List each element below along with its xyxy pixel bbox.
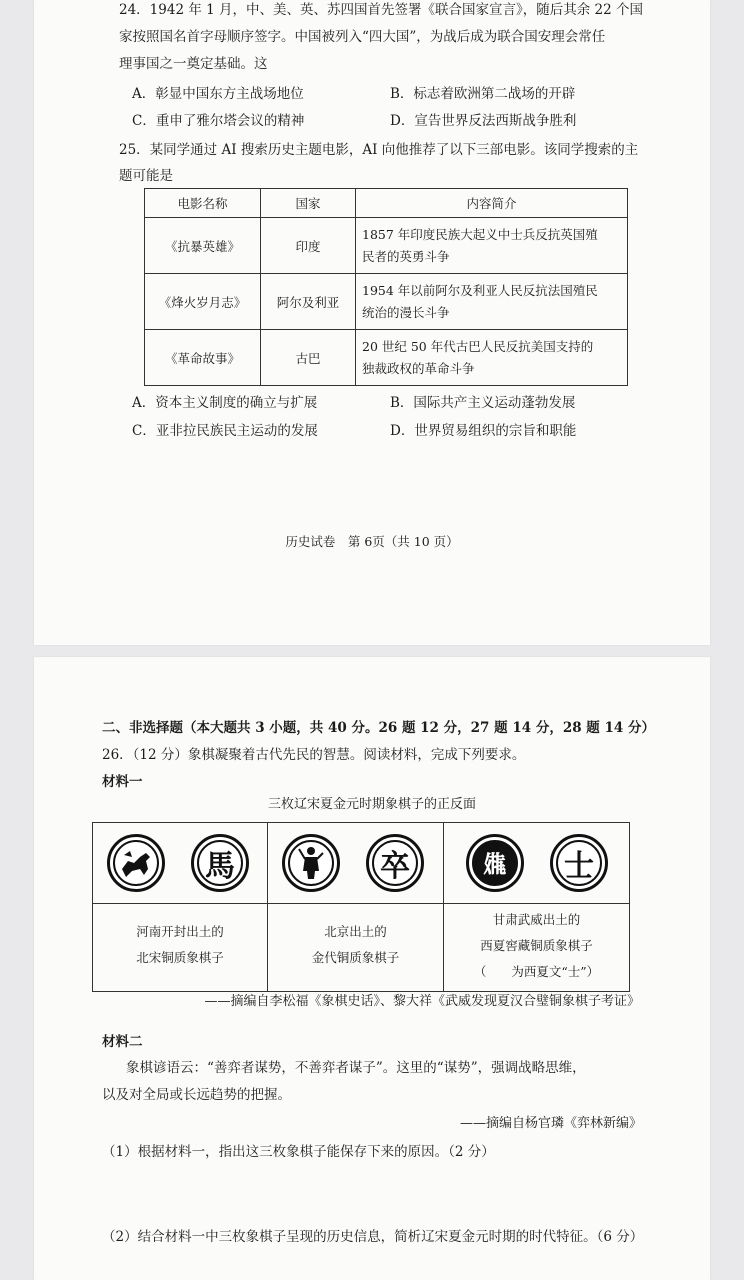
song-piece-back-char: 馬 <box>197 840 243 886</box>
caption-c2-line2: 金代铜质象棋子 <box>311 950 400 965</box>
film-table <box>144 188 628 386</box>
film-country: 阿尔及利亚 <box>261 274 356 330</box>
page-footer: 历史试卷 第 6页（共 10 页） <box>285 534 459 549</box>
film-intro: 20 世纪 50 年代古巴人民反抗美国支持的 独裁政权的革命斗争 <box>356 330 628 386</box>
q24-line1: 24．1942 年 1 月，中、美、英、苏四国首先签署《联合国家宣言》，随后其余 22 个国 <box>119 2 644 18</box>
xixia-piece-back-char: 士 <box>556 840 602 886</box>
caption-c2-line1: 北京出土的 <box>324 924 387 939</box>
sub-question-2: （2）结合材料一中三枚象棋子呈现的历史信息，简析辽宋夏金元时期的时代特征。（6 分） <box>102 1229 644 1245</box>
soldier-figure-icon <box>287 839 335 887</box>
material2-source: ——摘编自杨官璘《弈林新编》 <box>459 1116 642 1131</box>
material2-line1: 象棋谚语云：“善弈者谋势，不善弈者谋子”。这里的“谋势”，强调战略思维， <box>126 1060 586 1076</box>
cell-xixia-piece <box>444 823 629 991</box>
jin-piece-front-image <box>282 834 340 892</box>
film-header-country: 国家 <box>261 189 356 218</box>
caption-c3-line2: 西夏窖藏铜质象棋子 <box>480 938 593 953</box>
caption-c3-line1: 甘肃武威出土的 <box>492 912 581 927</box>
film-name: 《烽火岁月志》 <box>145 274 261 330</box>
cell-jin-piece <box>268 823 444 991</box>
film-country: 古巴 <box>261 330 356 386</box>
q25-option-c: C．亚非拉民族民主运动的发展 <box>132 423 318 439</box>
cell-song-piece <box>93 823 268 991</box>
caption-c1-line1: 河南开封出土的 <box>136 924 224 939</box>
song-piece-back <box>191 834 249 892</box>
q24-option-b: B．标志着欧洲第二战场的开辟 <box>390 86 576 102</box>
sub-question-1: （1）根据材料一，指出这三枚象棋子能保存下来的原因。（2 分） <box>102 1144 495 1160</box>
q25-line2: 题可能是 <box>119 168 173 184</box>
film-name: 《革命故事》 <box>145 330 261 386</box>
caption-c3-line3: （ 为西夏文“士”） <box>473 964 600 979</box>
q26-intro: 26．（12 分）象棋凝聚着古代先民的智慧。阅读材料，完成下列要求。 <box>102 747 526 763</box>
q24-line2: 家按照国名首字母顺序签字。中国被列入“四大国”，为战后成为联合国安理会常任 <box>119 29 606 45</box>
table-row <box>145 274 628 330</box>
film-header-intro: 内容简介 <box>356 189 628 218</box>
film-country: 印度 <box>261 218 356 274</box>
film-intro: 1857 年印度民族大起义中士兵反抗英国殖 民者的英勇斗争 <box>356 218 628 274</box>
xixia-piece-front <box>466 834 524 892</box>
chess-pieces-table <box>92 822 630 992</box>
section-title: 二、非选择题（本大题共 3 小题，共 40 分。26 题 12 分，27 题 14 分，28 题 14 分） <box>102 720 655 736</box>
q24-line3: 理事国之一奠定基础。这 <box>119 56 268 72</box>
caption-c1-line2: 北宋铜质象棋子 <box>136 950 224 965</box>
horse-icon <box>112 839 160 887</box>
material1-label: 材料一 <box>102 774 143 790</box>
q24-option-d: D．宣告世界反法西斯战争胜利 <box>390 113 577 129</box>
song-piece-front-image <box>107 834 165 892</box>
table-row <box>145 330 628 386</box>
jin-piece-back <box>366 834 424 892</box>
xixia-piece-back <box>550 834 608 892</box>
q25-line1: 25．某同学通过 AI 搜索历史主题电影，AI 向他推荐了以下三部电影。该同学搜索的主 <box>119 142 639 158</box>
q25-option-b: B．国际共产主义运动蓬勃发展 <box>390 395 576 411</box>
film-name: 《抗暴英雄》 <box>145 218 261 274</box>
exam-page-6 <box>34 0 710 645</box>
material2-label: 材料二 <box>102 1034 143 1050</box>
table-row <box>145 218 628 274</box>
material1-source: ——摘编自李松福《象棋史话》、黎大祥《武威发现夏汉合璧铜象棋子考证》 <box>204 994 640 1009</box>
film-header-name: 电影名称 <box>145 189 261 218</box>
chess-table-title: 三枚辽宋夏金元时期象棋子的正反面 <box>267 797 476 812</box>
q25-option-a: A．资本主义制度的确立与扩展 <box>132 395 318 411</box>
material2-line2: 以及对全局或长远趋势的把握。 <box>102 1087 291 1103</box>
xixia-piece-front-char: 𗏴 <box>472 840 518 886</box>
q25-option-d: D．世界贸易组织的宗旨和职能 <box>390 423 577 439</box>
jin-piece-back-char: 卒 <box>372 840 418 886</box>
q24-option-c: C．重申了雅尔塔会议的精神 <box>132 113 305 129</box>
q24-option-a: A．彰显中国东方主战场地位 <box>132 86 304 102</box>
film-intro: 1954 年以前阿尔及利亚人民反抗法国殖民 统治的漫长斗争 <box>356 274 628 330</box>
